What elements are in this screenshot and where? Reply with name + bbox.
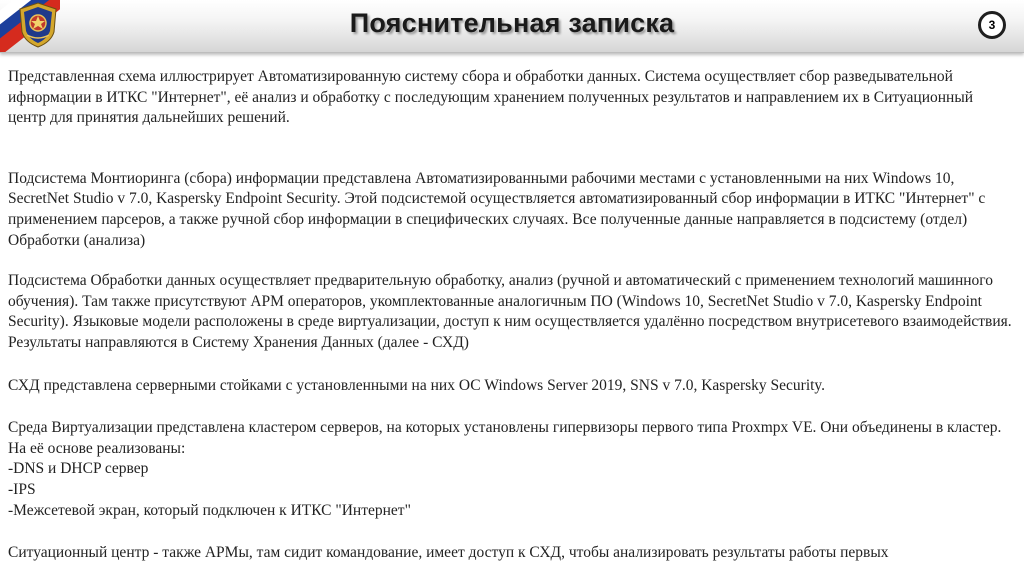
paragraph-situation-center: Ситуационный центр - также АРМы, там сидит командование, имеет доступ к СХД, чтобы анализировать результаты работы первых [8, 544, 889, 562]
paragraph-processing: Подсистема Обработки данных осуществляет предварительную обработку, анализ (ручной и автоматический с применением технологий машинного обучения). Там также присутствуют АРМ операторов, укомплектованные аналогичным ПО (Windows 10, SecretNet Studio v 7.0, Kaspersky Endpoint Security). Языковые модели расположены в среде виртуализации, доступ к ним осуществляется удалённо посредством внутрисетевого взаимодействия. Результаты направляются в Систему Хранения Данных (далее - СХД) [8, 272, 1012, 351]
header-bar [0, 0, 1024, 53]
list-item-dns-dhcp: -DNS и DHCP сервер [8, 460, 149, 478]
paragraph-virtualization: Среда Виртуализации представлена кластером серверов, на которых установлены гипервизоры первого типа Proxmpx VE. Они объединены в кластер. На её основе реализованы: [8, 419, 1002, 457]
paragraph-intro: Представленная схема иллюстрирует Автоматизированную систему сбора и обработки данных. Система осуществляет сбор разведывательной ифнормации в ИТКС "Интернет", её анализ и обработку с последующим хранением полученных результатов и направлением их в Ситуационный центр для принятия дальнейших решений. [8, 68, 974, 127]
page-number-badge: 3 [978, 11, 1006, 39]
list-item-firewall: -Межсетевой экран, который подключен к ИТКС "Интернет" [8, 501, 411, 519]
list-item-ips: -IPS [8, 480, 36, 498]
page-title: Пояснительная записка [349, 8, 675, 38]
body-text [8, 67, 1014, 564]
paragraph-monitoring: Подсистема Монтиоринга (сбора) информации представлена Автоматизированными рабочими местами с установленными на них Windows 10, SecretNet Studio v 7.0, Kaspersky Endpoint Security. Этой подсистемой осуществляется автоматизированный сбор информации в ИТКС "Интернет" с применением парсеров, а также ручной сбор информации в специфических случаях. Все полученные данные направляется в подсистему (отдел) Обработки (анализа) [8, 169, 986, 249]
paragraph-storage: СХД представлена серверными стойками с установленными на них ОС Windows Server 2019, SNS v 7.0, Kaspersky Security. [8, 376, 826, 394]
